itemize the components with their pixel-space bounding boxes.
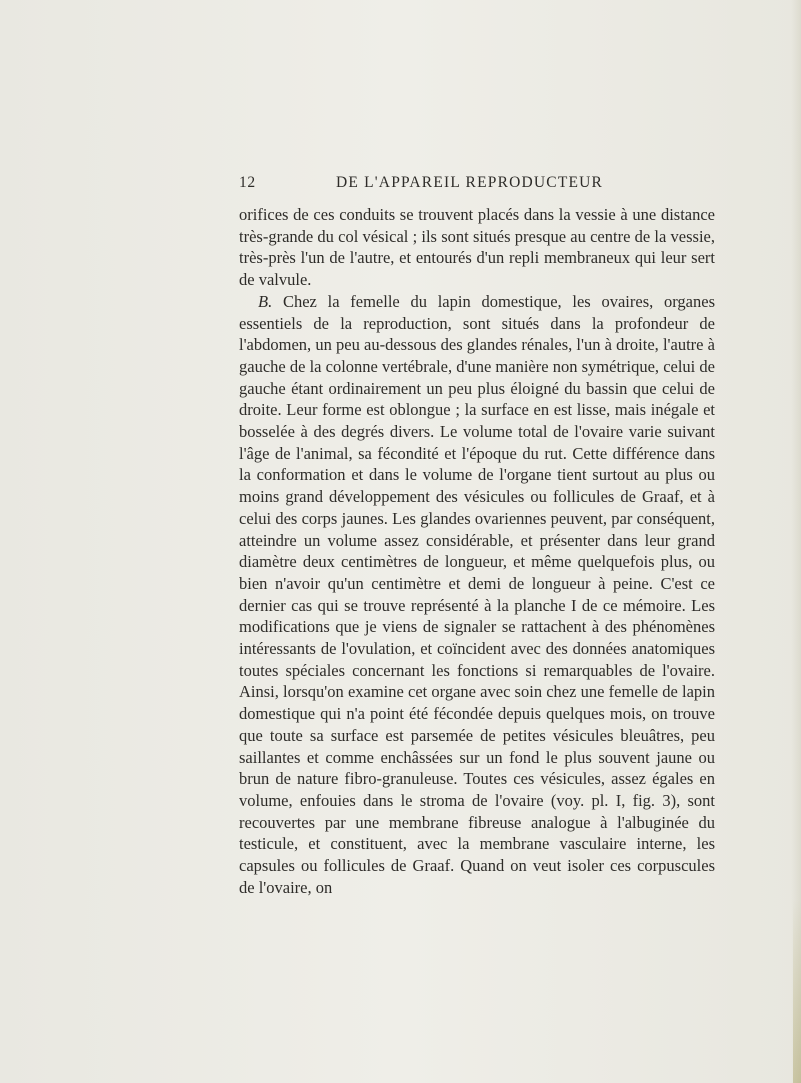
body-text	[239, 204, 715, 899]
page-edge-stain	[793, 900, 801, 1083]
running-header	[239, 174, 713, 196]
section-b-text: Chez la femelle du lapin domestique, les ovaires, organes essentiels de la reproduction, sont situés dans la profondeur de l'abdomen, un peu au-dessous des glandes rénales, l'un à droite, l'autre à gauche de la colonne vertébrale, d'une manière non symétrique, celui de gauche étant ordinairement un peu plus éloigné du bassin que celui de droite. Leur forme est oblongue ; la surface en est lisse, mais inégale et bosselée à des degrés divers. Le volume total de l'ovaire varie suivant l'âge de l'animal, sa fécondité et l'époque du rut. Cette différence dans la conformation et dans le volume de l'organe tient surtout au plus ou moins grand développement des vésicules ou follicules de Graaf, et à celui des corps jaunes. Les glandes ovariennes peuvent, par conséquent, atteindre un volume assez considérable, et présenter dans leur grand diamètre deux centimètres de longueur, et même quelquefois plus, ou bien n'avoir qu'un centimètre et demi de longueur à peine. C'est ce dernier cas qui se trouve représenté à la planche I de ce mémoire. Les modifications que je viens de signaler se rattachent à des phénomènes intéressants de l'ovulation, et coïncident avec des données anatomiques toutes spéciales concernant les fonctions si remarquables de l'ovaire. Ainsi, lorsqu'on examine cet organe avec soin chez une femelle de lapin domestique qui n'a point été fécondée depuis quelques mois, on trouve que toute sa surface est parsemée de petites vésicules bleuâtres, peu saillantes et comme enchâssées sur un fond le plus souvent jaune ou brun de nature fibro-granuleuse. Toutes ces vésicules, assez égales en volume, enfouies dans le stroma de l'ovaire (voy. pl. I, fig. 3), sont recouvertes par une membrane fibreuse analogue à l'albuginée du testicule, et constituent, avec la membrane vasculaire interne, les capsules ou follicules de Graaf. Quand on veut isoler ces corpuscules de l'ovaire, on	[239, 291, 715, 897]
running-title: DE L'APPAREIL REPRODUCTEUR	[336, 174, 604, 191]
page-number: 12	[239, 174, 256, 191]
paragraph-section-b	[239, 291, 715, 899]
section-letter: B.	[258, 291, 273, 311]
paragraph-continuation: orifices de ces conduits se trouvent placés dans la vessie à une distance très-grande du col vésical ; ils sont situés presque au centre de la vessie, très-près l'un de l'autre, et entourés d'un repli membraneux qui leur sert de valvule.	[239, 205, 715, 290]
